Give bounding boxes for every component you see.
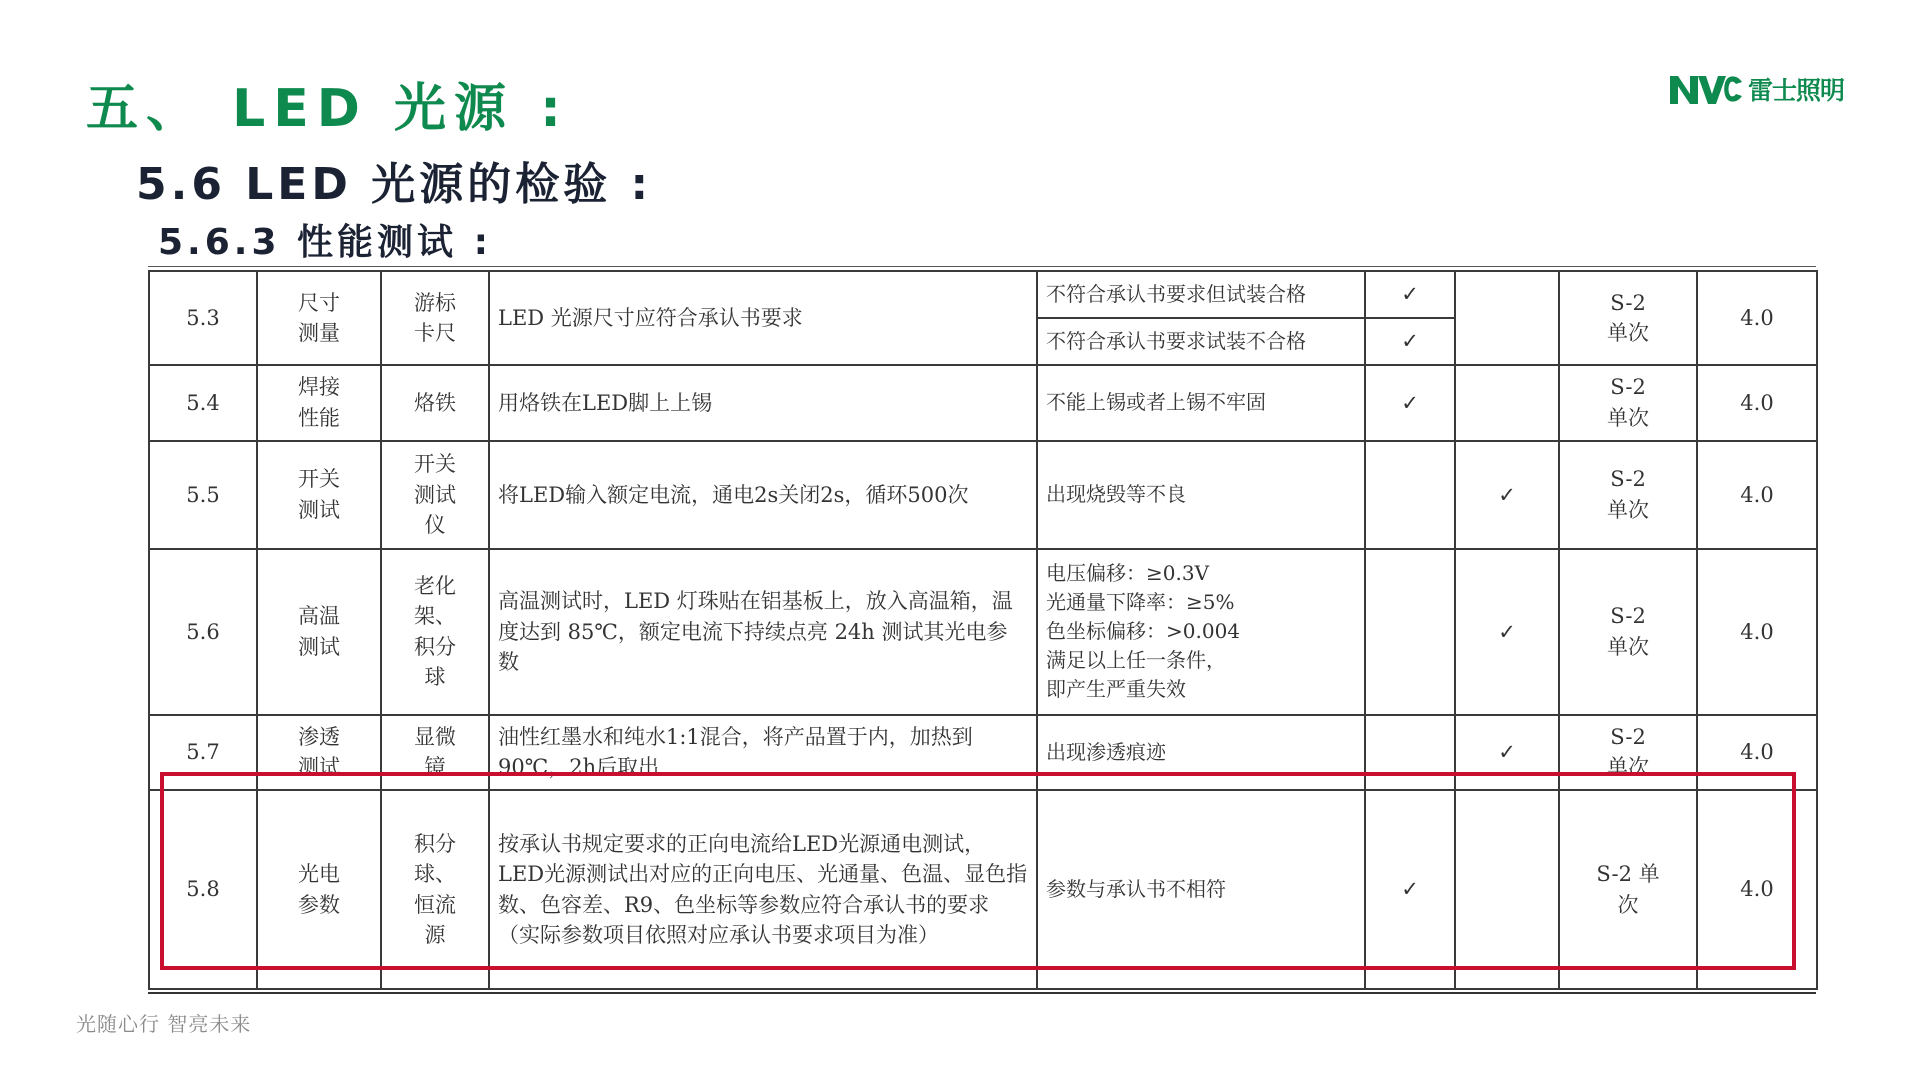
test-method: 高温测试时，LED 灯珠贴在铝基板上，放入高温箱，温度达到 85℃，额定电流下持续点亮 24h 测试其光电参数: [489, 549, 1037, 715]
inspection-tool: 老化 架、 积分 球: [381, 549, 489, 715]
table-row: [149, 715, 1817, 791]
test-method: 将LED输入额定电流，通电2s关闭2s，循环500次: [489, 441, 1037, 549]
table-row: [149, 790, 1817, 989]
logo-text: 雷士照明: [1747, 76, 1844, 105]
major-defect-mark: [1455, 790, 1559, 989]
major-defect-mark: ✓: [1455, 549, 1559, 715]
minor-defect-mark: [1365, 715, 1455, 791]
table-row: [149, 365, 1817, 441]
aql-value: 4.0: [1697, 365, 1817, 441]
judgement-criteria: 出现渗透痕迹: [1037, 715, 1365, 791]
major-defect-mark: [1455, 365, 1559, 441]
company-logo: [1668, 68, 1844, 110]
table-row: [149, 441, 1817, 549]
aql-value: 4.0: [1697, 549, 1817, 715]
minor-defect-mark: ✓: [1365, 318, 1455, 365]
table-row: [149, 271, 1817, 318]
judgement-criteria: 出现烧毁等不良: [1037, 441, 1365, 549]
minor-defect-mark: [1365, 549, 1455, 715]
section-heading: 5.6.3 性能测试 :: [158, 222, 492, 263]
sampling-plan: S-2 单 次: [1559, 790, 1697, 989]
minor-defect-mark: ✓: [1365, 271, 1455, 318]
judgement-criteria: 不符合承认书要求试装不合格: [1037, 318, 1365, 365]
aql-value: 4.0: [1697, 715, 1817, 791]
inspection-item: 开关 测试: [257, 441, 381, 549]
judgement-criteria: 不符合承认书要求但试装合格: [1037, 271, 1365, 318]
inspection-tool: 烙铁: [381, 365, 489, 441]
footer-slogan: 光随心行 智亮未来: [76, 1012, 252, 1036]
test-method: 用烙铁在LED脚上上锡: [489, 365, 1037, 441]
minor-defect-mark: ✓: [1365, 365, 1455, 441]
inspection-tool: 积分 球、 恒流 源: [381, 790, 489, 989]
test-method: 按承认书规定要求的正向电流给LED光源通电测试，LED光源测试出对应的正向电压、光通量、色温、显色指数、色容差、R9、色坐标等参数应符合承认书的要求（实际参数项目依照对应承认书要求项目为准）: [489, 790, 1037, 989]
judgement-criteria: 不能上锡或者上锡不牢固: [1037, 365, 1365, 441]
sampling-plan: S-2 单次: [1559, 441, 1697, 549]
slide-title: 五、 LED 光源 :: [86, 79, 569, 139]
judgement-criteria: 电压偏移：≥0.3V 光通量下降率：≥5% 色坐标偏移：>0.004 满足以上任一条件， 即产生严重失效: [1037, 549, 1365, 715]
inspection-tool: 开关 测试 仪: [381, 441, 489, 549]
sampling-plan: S-2 单次: [1559, 549, 1697, 715]
inspection-item: 尺寸 测量: [257, 271, 381, 365]
major-defect-mark: [1455, 271, 1559, 365]
table-row: [149, 549, 1817, 715]
item-number: 5.7: [149, 715, 257, 791]
aql-value: 4.0: [1697, 271, 1817, 365]
inspection-tool: 显微 镜: [381, 715, 489, 791]
inspection-tool: 游标 卡尺: [381, 271, 489, 365]
inspection-table: [148, 270, 1818, 990]
inspection-item: 渗透 测试: [257, 715, 381, 791]
judgement-criteria: 参数与承认书不相符: [1037, 790, 1365, 989]
test-method: 油性红墨水和纯水1:1混合，将产品置于内，加热到90℃，2h后取出: [489, 715, 1037, 791]
nvc-logo-icon: [1668, 72, 1744, 106]
minor-defect-mark: ✓: [1365, 790, 1455, 989]
item-number: 5.5: [149, 441, 257, 549]
slide-subtitle: 5.6 LED 光源的检验 :: [136, 159, 653, 210]
item-number: 5.6: [149, 549, 257, 715]
aql-value: 4.0: [1697, 441, 1817, 549]
aql-value: 4.0: [1697, 790, 1817, 989]
test-method: LED 光源尺寸应符合承认书要求: [489, 271, 1037, 365]
sampling-plan: S-2 单次: [1559, 715, 1697, 791]
minor-defect-mark: [1365, 441, 1455, 549]
sampling-plan: S-2 单次: [1559, 365, 1697, 441]
item-number: 5.4: [149, 365, 257, 441]
major-defect-mark: ✓: [1455, 441, 1559, 549]
inspection-item: 焊接 性能: [257, 365, 381, 441]
inspection-item: 光电 参数: [257, 790, 381, 989]
major-defect-mark: ✓: [1455, 715, 1559, 791]
item-number: 5.8: [149, 790, 257, 989]
inspection-table-container: [148, 266, 1816, 994]
sampling-plan: S-2 单次: [1559, 271, 1697, 365]
inspection-item: 高温 测试: [257, 549, 381, 715]
item-number: 5.3: [149, 271, 257, 365]
